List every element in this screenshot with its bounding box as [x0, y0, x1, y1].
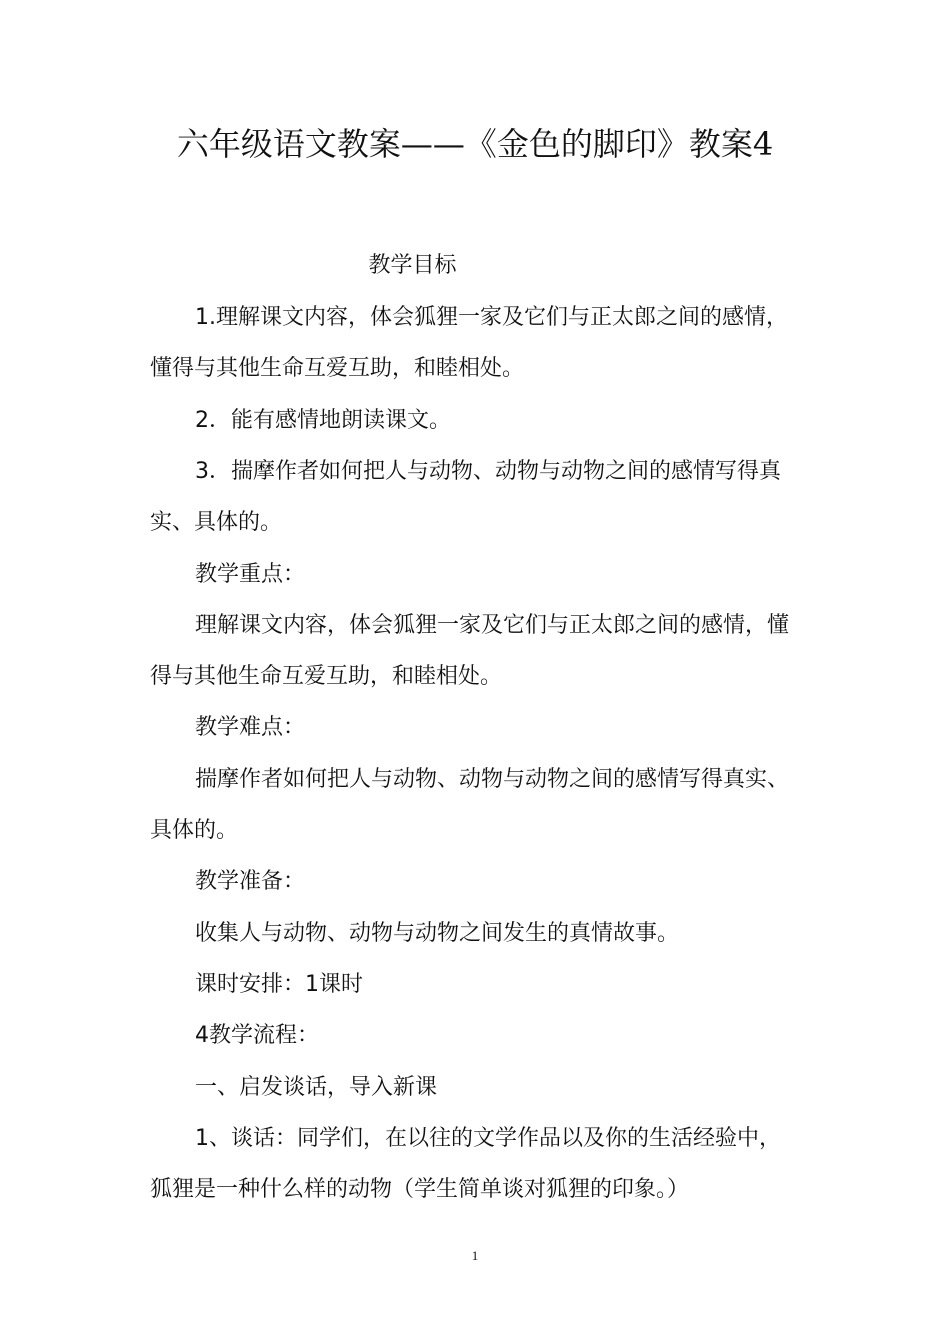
- difficulties-heading: 教学难点：: [195, 715, 306, 740]
- schedule-text: 课时安排：1课时: [195, 972, 363, 997]
- goal-3-line-1: 3．揣摩作者如何把人与动物、动物与动物之间的感情写得真: [195, 459, 781, 484]
- document-title: 六年级语文教案——《金色的脚印》教案4: [176, 125, 774, 163]
- key-points-line-2: 得与其他生命互爱互助，和睦相处。: [150, 664, 503, 689]
- difficulties-line-2: 具体的。: [150, 818, 239, 843]
- goal-2: 2．能有感情地朗读课文。: [195, 408, 451, 433]
- step-1-item-1-line-2: 狐狸是一种什么样的动物（学生简单谈对狐狸的印象。）: [150, 1177, 690, 1202]
- process-heading: 4教学流程：: [195, 1023, 319, 1048]
- page-number: 1: [471, 1248, 479, 1263]
- preparation-text: 收集人与动物、动物与动物之间发生的真情故事。: [195, 921, 680, 946]
- difficulties-line-1: 揣摩作者如何把人与动物、动物与动物之间的感情写得真实、: [195, 767, 790, 792]
- step-1-heading: 一、启发谈话，导入新课: [195, 1075, 438, 1100]
- preparation-heading: 教学准备：: [195, 869, 306, 894]
- key-points-heading: 教学重点：: [195, 562, 306, 587]
- goal-3-line-2: 实、具体的。: [150, 510, 283, 535]
- goal-1-line-1: 1.理解课文内容，体会狐狸一家及它们与正太郎之间的感情，: [195, 305, 788, 330]
- goal-1-line-2: 懂得与其他生命互爱互助，和睦相处。: [150, 356, 525, 381]
- section-heading-teaching-goals: 教学目标: [368, 253, 457, 278]
- step-1-item-1-line-1: 1、谈话：同学们，在以往的文学作品以及你的生活经验中，: [195, 1126, 781, 1151]
- key-points-line-1: 理解课文内容，体会狐狸一家及它们与正太郎之间的感情，懂: [195, 613, 790, 638]
